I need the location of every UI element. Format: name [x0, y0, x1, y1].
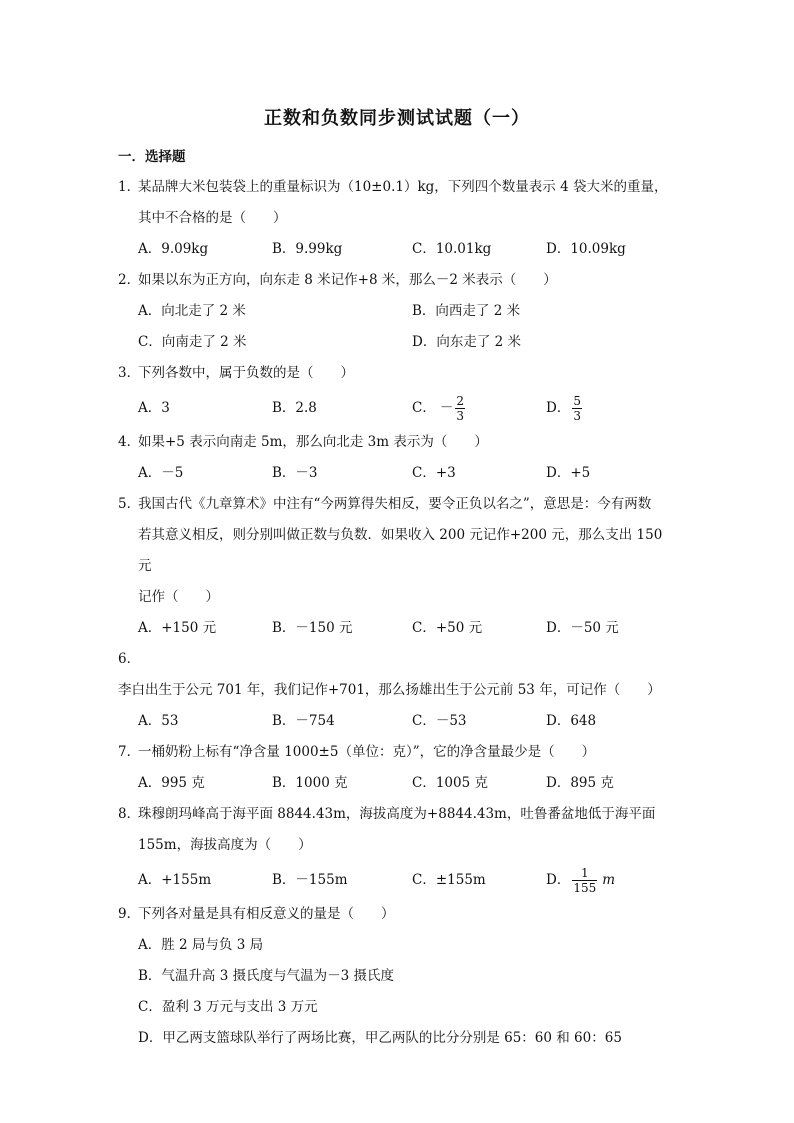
question-text: 记作（ ） — [138, 589, 219, 605]
option-d[interactable] — [546, 861, 615, 899]
option-a[interactable]: A．+155m — [138, 872, 212, 888]
option-b[interactable]: B．－754 — [272, 713, 335, 729]
question-6 — [118, 644, 678, 737]
option-c[interactable]: C．±155m — [412, 872, 486, 888]
question-3 — [118, 358, 678, 427]
numerator: 1 — [572, 866, 597, 881]
option-label: D． — [546, 872, 571, 888]
options-row — [118, 296, 678, 327]
option-d[interactable]: D．895 克 — [546, 775, 614, 791]
fraction — [572, 866, 597, 895]
numerator: 5 — [573, 394, 581, 408]
option-b[interactable]: B．－3 — [272, 465, 318, 481]
option-d[interactable]: D．向东走了 2 米 — [412, 334, 521, 350]
question-number: 7． — [118, 744, 141, 760]
option-c[interactable]: C．+50 元 — [412, 620, 483, 636]
page-title: 正数和负数同步测试试题（一） — [264, 108, 530, 129]
options-row — [118, 706, 678, 737]
question-number: 9． — [118, 906, 141, 922]
option-c[interactable]: C．1005 克 — [412, 775, 488, 791]
denominator: 3 — [456, 409, 464, 423]
option-d[interactable]: D．10.09kg — [546, 241, 626, 257]
option-b[interactable]: B．－155m — [272, 872, 348, 888]
question-text: 下列各数中，属于负数的是（ ） — [138, 365, 354, 381]
question-number: 2． — [118, 272, 141, 288]
denominator: 155 — [573, 881, 597, 895]
question-text: 若其意义相反，则分别叫做正数与负数．如果收入 200 元记作+200 元，那么支出 150 元 — [138, 527, 663, 574]
question-text: 我国古代《九章算术》中注有“今两算得失相反，要令正负以名之”，意思是：今有两数 — [138, 496, 652, 512]
option-a[interactable]: A．－5 — [138, 465, 184, 481]
question-number: 3． — [118, 365, 141, 381]
minus-sign: － — [439, 400, 454, 416]
question-8 — [118, 799, 678, 899]
question-number: 6． — [118, 651, 141, 667]
option-label: C． — [412, 400, 436, 416]
unit: m — [602, 872, 616, 888]
question-number: 8． — [118, 806, 141, 822]
option-b[interactable]: B．向西走了 2 米 — [412, 303, 521, 319]
fraction — [455, 394, 465, 423]
options-row — [118, 389, 678, 427]
option-a[interactable]: A．995 克 — [138, 775, 205, 791]
question-text: 珠穆朗玛峰高于海平面 8844.43m，海拔高度为+8844.43m，吐鲁番盆地低于海平面 — [138, 806, 656, 822]
question-7 — [118, 737, 678, 799]
options-row — [118, 327, 678, 358]
option-d[interactable]: D．甲乙两支篮球队举行了两场比赛，甲乙两队的比分分别是 65：60 和 60：65 — [138, 1030, 622, 1046]
option-a[interactable]: A．胜 2 局与负 3 局 — [138, 937, 264, 953]
question-5 — [118, 489, 678, 644]
question-number: 1． — [118, 179, 141, 195]
options-row — [118, 234, 678, 265]
option-a[interactable]: A．+150 元 — [138, 620, 217, 636]
option-b[interactable]: B．9.99kg — [272, 241, 343, 257]
option-b[interactable]: B．1000 克 — [272, 775, 348, 791]
question-text: 某品牌大米包装袋上的重量标识为（10±0.1）kg，下列四个数量表示 4 袋大米的重量， — [138, 179, 668, 195]
option-d[interactable]: D．+5 — [546, 465, 591, 481]
option-d[interactable]: D．－50 元 — [546, 620, 619, 636]
options-row — [118, 768, 678, 799]
option-b[interactable]: B．2.8 — [272, 400, 317, 416]
question-1 — [118, 172, 678, 265]
question-text: 李白出生于公元 701 年，我们记作+701，那么扬雄出生于公元前 53 年，可记作（ ） — [118, 682, 661, 698]
option-label: D． — [546, 400, 571, 416]
question-text: 一桶奶粉上标有“净含量 1000±5（单位：克）”，它的净含量最少是（ ） — [138, 744, 596, 760]
question-text: 如果以东为正方向，向东走 8 米记作+8 米，那么－2 米表示（ ） — [138, 272, 557, 288]
question-list — [118, 172, 678, 1054]
options-row — [118, 458, 678, 489]
question-number: 5． — [118, 496, 141, 512]
question-2 — [118, 265, 678, 358]
option-a[interactable]: A．53 — [138, 713, 179, 729]
fraction — [572, 394, 582, 423]
option-a[interactable]: A．3 — [138, 400, 170, 416]
numerator: 2 — [456, 394, 464, 408]
option-c[interactable]: C．10.01kg — [412, 241, 492, 257]
option-d[interactable]: D．648 — [546, 713, 597, 729]
question-text: 如果+5 表示向南走 5m，那么向北走 3m 表示为（ ） — [138, 434, 488, 450]
options-row — [118, 613, 678, 644]
option-c[interactable]: C．向南走了 2 米 — [138, 334, 247, 350]
option-a[interactable]: A．向北走了 2 米 — [138, 303, 246, 319]
options-row — [118, 861, 678, 899]
question-9 — [118, 899, 678, 1054]
question-text: 155m，海拔高度为（ ） — [138, 837, 312, 853]
option-c[interactable]: C．+3 — [412, 465, 456, 481]
question-number: 4． — [118, 434, 141, 450]
option-c[interactable] — [412, 389, 467, 427]
question-text: 下列各对量是具有相反意义的量是（ ） — [138, 906, 395, 922]
option-a[interactable]: A．9.09kg — [138, 241, 209, 257]
option-c[interactable]: C．盈利 3 万元与支出 3 万元 — [138, 999, 318, 1015]
option-c[interactable]: C．－53 — [412, 713, 467, 729]
section-heading: 一．选择题 — [118, 149, 186, 165]
question-4 — [118, 427, 678, 489]
denominator: 3 — [573, 409, 581, 423]
question-text: 其中不合格的是（ ） — [138, 210, 287, 226]
option-d[interactable] — [546, 389, 584, 427]
option-b[interactable]: B．气温升高 3 摄氏度与气温为－3 摄氏度 — [138, 968, 394, 984]
option-b[interactable]: B．－150 元 — [272, 620, 353, 636]
